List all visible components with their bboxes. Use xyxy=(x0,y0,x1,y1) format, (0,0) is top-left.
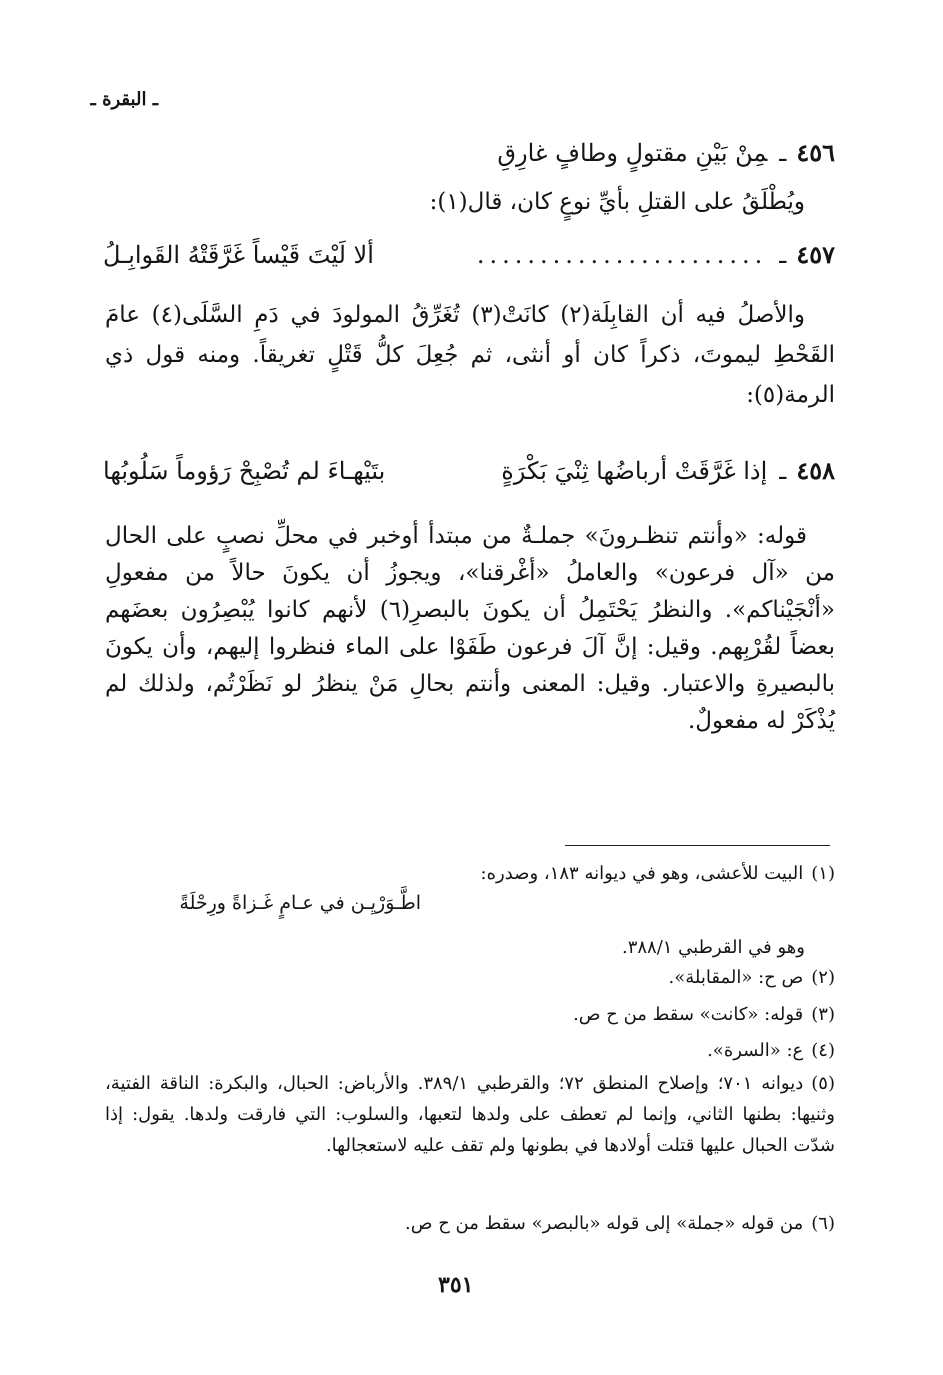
footnote-number: (٢) xyxy=(811,967,835,988)
footnote-1-source: وهو في القرطبي ٣٨٨/١. xyxy=(621,937,805,958)
verse-dash: ـ xyxy=(779,139,787,167)
paragraph-origin: والأصلُ فيه أن القابِلَة(٢) كانَتْ(٣) تُغَرِّقُ المولودَ في دَمِ السَّلَى(٤) عامَ القَحْطِ ليموتَ، ذكراً كان أو أنثى، ثم جُعِلَ كلُّ قَتْلٍ تغريقاً. ومنه قول ذي الرمة(٥): xyxy=(105,302,835,408)
footnote-4 xyxy=(105,1035,835,1066)
verse-457 xyxy=(103,240,835,280)
verse-text: ألا لَيْتَ قَيْساً غَرَّقَتْهُ القَوابِـلُ xyxy=(103,241,374,269)
footnote-number: (٤) xyxy=(811,1040,835,1061)
footnote-text: البيت للأعشى، وهو في ديوانه ١٨٣، وصدره: xyxy=(480,863,804,884)
footnote-number: (٥) xyxy=(811,1073,835,1094)
verse-number: ٤٥٨ xyxy=(796,456,835,485)
verse-dash: ـ xyxy=(779,457,787,485)
verse-number: ٤٥٧ xyxy=(796,240,835,269)
verse-first-hemistich-placeholder: ....................... xyxy=(476,241,768,269)
footnote-number: (١) xyxy=(811,863,835,884)
paragraph-commentary: قوله: «وأنتم تنظـرونَ» جملـةٌ من مبتدأ أوخبر في محلِّ نصبٍ على الحال من «آل فرعون» والعاملُ «أغْرقنا»، ويجوزُ أن يكونَ حالاً من مفعولِ «أنْجَيْناكم». والنظرُ يَحْتَمِلُ أن يكونَ بالبصرِ(٦) لأنهم كانوا يُبْصِرُون بعضَهم بعضاً لقُرْبِهم. وقيل: إنَّ آلَ فرعون طَفَوْا على الماء فنظروا إليهم، وأن يكونَ بالبصيرةِ والاعتبار. وقيل: المعنى وأنتم بحالِ مَنْ ينظرُ لو نَظَرْتُم، ولذلك لم يُذْكَرْ له مفعولٌ. xyxy=(105,523,835,734)
verse-456 xyxy=(497,138,835,167)
footnote-separator xyxy=(565,845,830,846)
footnote-6 xyxy=(105,1208,835,1239)
verse-number: ٤٥٦ xyxy=(796,138,835,167)
footnote-3 xyxy=(105,999,835,1030)
footnote-text: ص ح: «المقابلة». xyxy=(668,967,804,988)
verse-second-hemistich: بتَيْهـاءَ لم تُصْبِحْ رَؤوماً سَلُوبُها xyxy=(103,457,386,485)
verse-first-hemistich: إذا غَرَّقَتْ أرباضُها ثِنْيَ بَكْرَةٍ xyxy=(501,457,768,485)
page-number: ٣٥١ xyxy=(438,1272,474,1298)
footnote-text: ع: «السرة». xyxy=(707,1040,804,1061)
footnote-1 xyxy=(105,858,835,889)
footnote-1-verse: اطَّـوَرْيِـن في عـامٍ غَـزاةً ورِحْلَةً xyxy=(179,892,421,914)
footnote-text: قوله: «كانت» سقط من ح ص. xyxy=(573,1004,804,1025)
footnote-2 xyxy=(105,962,835,993)
footnote-text: من قوله «جملة» إلى قوله «بالبصر» سقط من ح ص. xyxy=(404,1213,804,1234)
footnote-5 xyxy=(105,1068,835,1161)
verse-458 xyxy=(103,456,835,496)
verse-457-intro: ويُطْلَقُ على القتلِ بأيِّ نوعٍ كان، قال(١): xyxy=(429,189,805,215)
footnote-text: ديوانه ٧٠١؛ وإصلاح المنطق ٧٢؛ والقرطبي ٣٨٩/١. والأرباض: الحبال، والبكرة: الناقة الفتية، وثنيها: بطنها الثاني، وإنما لم تعطف على ولدها لتعبها، والسلوب: التي فارقت ولدها. يقول: إذا شدّت الحبال عليها قتلت أولادها في بطونها ولم تقف عليه لاستعجالها. xyxy=(105,1073,835,1156)
verse-dash: ـ xyxy=(779,241,787,269)
footnote-number: (٦) xyxy=(811,1213,835,1234)
verse-text: مِنْ بَيْنِ مقتولٍ وطافٍ غارِقِ xyxy=(497,139,768,167)
running-header: ـ البقرة ـ xyxy=(90,89,158,110)
footnote-number: (٣) xyxy=(811,1004,835,1025)
